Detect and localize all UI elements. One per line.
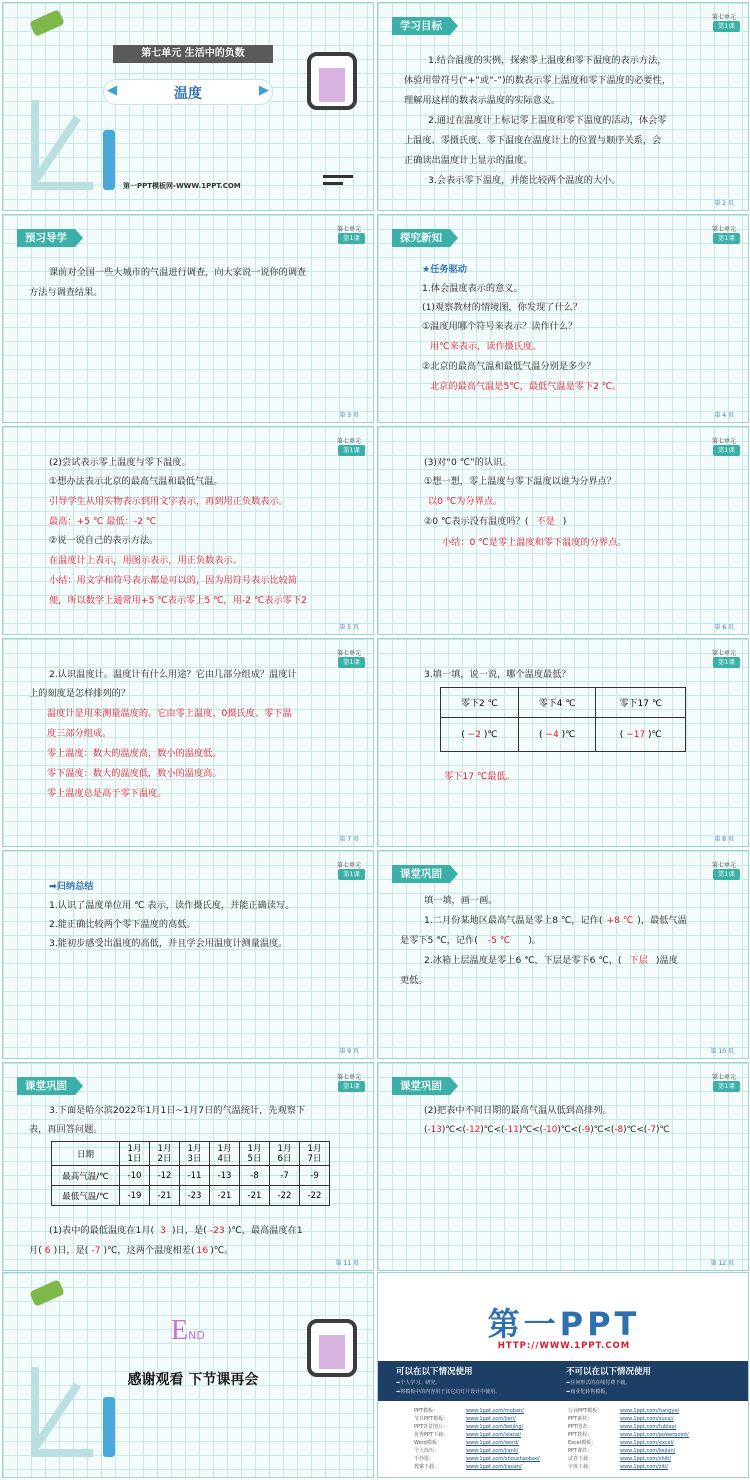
answer-text: 最高：+5 ℃ 最低：-2 ℃ [49, 516, 157, 527]
temperature-table [440, 687, 686, 752]
question-line: 1.二月份某地区最高气温是零上8 ℃，记作( +8 ℃ )，最低气温 [424, 915, 687, 926]
pencil-decoration [103, 1397, 115, 1457]
slide-practice-2[interactable] [2, 1062, 374, 1271]
text-line: 表，再回答问题。 [29, 1124, 103, 1135]
table-cell: -9 [300, 1166, 330, 1186]
unit-label: 第七单元 [336, 226, 361, 233]
slide-represent[interactable] [2, 426, 374, 635]
slide-explore[interactable] [377, 214, 749, 423]
pencil-decoration [103, 130, 115, 190]
unit-label: 第七单元 [336, 1074, 361, 1081]
question-line [424, 512, 566, 531]
text-line: 1.体会温度表示的意义。 [422, 283, 523, 294]
text-line: ②北京的最高气温和最低气温分别是多少？ [422, 361, 596, 372]
resource-label: 字体下载： [568, 1464, 594, 1470]
resource-link[interactable]: www.1ppt.com/sucai/ [620, 1416, 674, 1422]
unit-label: 第七单元 [711, 226, 736, 233]
resource-link[interactable]: www.1ppt.com/jieri/ [466, 1416, 516, 1422]
answer-text: 北京的最高气温是5℃，最低气温是零下2 ℃。 [430, 381, 622, 392]
answer-text: +8 ℃ [606, 915, 634, 926]
page-number: 第 7 页 [339, 836, 359, 843]
chevron-right-icon[interactable]: ▶ [259, 83, 269, 98]
question-line: (1)表中的最低温度在1月( 3 )日，是( -23 )℃，最高温度在1 [49, 1225, 303, 1236]
table-header: 1月 5日 [240, 1142, 270, 1166]
resource-link[interactable]: www.1ppt.com/shiti/ [620, 1456, 672, 1462]
resource-link-row[interactable] [568, 1415, 689, 1423]
lesson-badge: 第1课 [338, 233, 365, 244]
can-use-item: ➡将模板中的内容用于其它幻灯片设计中使用。 [396, 1389, 501, 1395]
triangle-ruler-decoration [31, 100, 93, 190]
answer-value: −2 [467, 729, 481, 740]
resource-link-row[interactable] [568, 1455, 689, 1463]
links-right [568, 1407, 689, 1471]
text-line: 体验用带符号(“+”或“-”)的数表示零上温度和零下温度的必要性， [404, 75, 671, 86]
page-number: 第 5 页 [339, 624, 359, 631]
lesson-title: 温度 [174, 86, 202, 102]
answer-value: −17 [626, 729, 646, 740]
slide-credits[interactable] [377, 1272, 749, 1478]
lesson-badge: 第1课 [338, 657, 365, 668]
row-label: 最低气温/℃ [52, 1186, 120, 1206]
unit-label: 第七单元 [711, 14, 736, 21]
resource-link-row[interactable] [568, 1463, 689, 1471]
resource-link-row[interactable] [414, 1455, 540, 1463]
text-line: 3.填一填，说一说，哪个温度最低？ [424, 669, 571, 680]
table-header: 日期 [52, 1142, 120, 1166]
brand-url: HTTP://WWW.1PPT.COM [497, 1341, 631, 1351]
links-left [414, 1407, 540, 1471]
page-number: 第 2 页 [714, 200, 734, 207]
section-tag: 学习目标 [392, 17, 450, 35]
resource-link[interactable]: www.1ppt.com/powerpoint/ [620, 1432, 689, 1438]
schoolbag-decoration [307, 1319, 357, 1377]
resource-label: 优秀PPT下载： [414, 1432, 449, 1438]
task-heading: ★任务驱动 [422, 264, 467, 275]
answer-text: 零上温度：数大的温度高，数小的温度低。 [47, 748, 222, 759]
summary-text: 小结：用文字和符号表示都是可以的，因为用符号表示比较简 [49, 575, 298, 586]
resource-link[interactable]: www.1ppt.com/hangye/ [620, 1408, 680, 1414]
text-line: ①想一想，零上温度与零下温度以谁为分界点？ [424, 476, 616, 487]
resource-label: 节日PPT模板： [414, 1416, 449, 1422]
unit-label: 第七单元 [711, 862, 736, 869]
cannot-use-item: ➡任何形式的在线付费下载。 [566, 1380, 631, 1386]
eraser-decoration [29, 9, 65, 37]
resource-label: 教案下载： [414, 1464, 440, 1470]
answer-text: 不是 [536, 516, 555, 527]
page-number: 第 3 页 [339, 412, 359, 419]
row-label: 最高气温/℃ [52, 1166, 120, 1186]
resource-link-row[interactable] [568, 1431, 689, 1439]
text-line: (3)对“0 ℃”的认识。 [424, 457, 512, 468]
resource-link-row[interactable] [414, 1415, 540, 1423]
summary-text: 便，所以数学上通常用+5 ℃表示零上5 ℃，用-2 ℃表示零下2 [49, 595, 307, 606]
page-number: 第 8 页 [714, 836, 734, 843]
resource-label: PPT教程： [568, 1432, 593, 1438]
resource-link-row[interactable] [414, 1431, 540, 1439]
table-header: 1月 1日 [120, 1142, 150, 1166]
section-tag: 预习导学 [17, 229, 75, 247]
resource-label: PPT背景图片： [414, 1424, 449, 1430]
lesson-badge: 第1课 [713, 1081, 740, 1092]
weather-table [51, 1141, 330, 1206]
page-number: 第 12 页 [710, 1260, 734, 1267]
resource-link[interactable]: www.1ppt.com/beijing/ [466, 1424, 524, 1430]
text-line: 1.认识了温度单位用 ℃ 表示，读作摄氏度，并能正确读写。 [49, 900, 295, 911]
section-tag: 课堂巩固 [392, 865, 450, 883]
resource-label: PPT模板： [414, 1408, 439, 1414]
triangle-ruler-decoration [31, 1367, 93, 1457]
text-line: 2.能正确比较两个零下温度的高低。 [49, 919, 196, 930]
lesson-badge: 第1课 [713, 445, 740, 456]
answer-text: 用℃来表示，读作摄氏度。 [430, 341, 542, 352]
answer-text: -5 ℃ [487, 935, 511, 946]
answer-text: 下层 [629, 955, 648, 966]
question-line: 月( 6 )日，是( -7 )℃，这两个温度相差( 16 )℃。 [29, 1245, 234, 1256]
unit-label: 第七单元 [711, 438, 736, 445]
resource-link-row[interactable] [414, 1447, 540, 1455]
text-line: 2.认识温度计。温度计有什么用途？它由几部分组成？温度计 [49, 669, 297, 680]
can-use-item: ➡个人学习、研究。 [396, 1380, 441, 1386]
text-line: 填一填，画一画。 [424, 895, 498, 906]
lesson-badge: 第1课 [338, 445, 365, 456]
lesson-badge: 第1课 [713, 21, 740, 32]
schoolbag-decoration [307, 52, 357, 110]
unit-label: 第七单元 [711, 650, 736, 657]
unit-label: 第七单元 [336, 650, 361, 657]
table-cell: -13 [210, 1166, 240, 1186]
question-line: 2.冰箱上层温度是零上6 ℃，下层是零下6 ℃，( 下层 )温度 [424, 955, 678, 966]
lesson-badge: 第1课 [713, 869, 740, 880]
table-cell: -21 [240, 1186, 270, 1206]
table-cell: -21 [150, 1186, 180, 1206]
resource-label: PPT图表： [568, 1424, 593, 1430]
slide-summary[interactable] [2, 850, 374, 1059]
resource-label: Word模板： [414, 1440, 442, 1446]
section-tag: 探究新知 [392, 229, 450, 247]
unit-label: 第七单元 [336, 862, 361, 869]
text-line: 正确读出温度计上显示的温度。 [404, 155, 533, 166]
resource-link[interactable]: www.1ppt.com/jianli/ [466, 1448, 519, 1454]
table-cell: -19 [120, 1186, 150, 1206]
table-cell: -12 [150, 1166, 180, 1186]
resource-label: Excel模板： [568, 1440, 597, 1446]
answer-text: 在温度计上表示，用图示表示，用正负数表示。 [49, 555, 242, 566]
table-cell: -21 [210, 1186, 240, 1206]
page-number: 第 9 页 [339, 1048, 359, 1055]
resource-label: 行业PPT模板： [568, 1408, 603, 1414]
slide-fill-compare[interactable] [377, 638, 749, 847]
answer-text: 以0 ℃为分界点。 [428, 496, 503, 507]
slide-practice-3[interactable] [377, 1062, 749, 1271]
eraser-decoration [29, 1279, 65, 1307]
order-line: (-13)℃<(-12)℃<(-11)℃<(-10)℃<(-9)℃<(-8)℃<(-7)℃ [424, 1125, 670, 1135]
resource-link[interactable]: www.1ppt.com/excel/ [620, 1440, 674, 1446]
page-number: 第 4 页 [714, 412, 734, 419]
table-cell: -7 [270, 1166, 300, 1186]
thanks-text: 感谢观看 下节课再会 [127, 1372, 259, 1388]
question-line: 是零下5 ℃，记作( -5 ℃ )。 [400, 935, 541, 946]
text-line: 方法与调查结果。 [29, 287, 103, 298]
lesson-badge: 第1课 [713, 657, 740, 668]
table-header: 零下4 ℃ [518, 688, 596, 718]
resource-link[interactable]: www.1ppt.com/shouchaobao/ [466, 1456, 540, 1462]
text-line: 上温度、零摄氏度、零下温度在温度计上的位置与顺序关系，会 [404, 135, 662, 146]
site-text: 第一PPT模板网-WWW.1PPT.COM [123, 182, 241, 190]
answer-cell: ( −17 )℃ [596, 718, 686, 752]
text-line: 课前对全国一些大城市的气温进行调查，向大家说一说你的调查 [49, 267, 307, 278]
lesson-badge: 第1课 [338, 869, 365, 880]
text-line: 上的刻度是怎样排列的？ [29, 688, 131, 699]
section-tag: 课堂巩固 [17, 1077, 75, 1095]
slide-title[interactable] [2, 2, 374, 211]
summary-text: 小结：0 ℃是零上温度和零下温度的分界点。 [442, 537, 627, 548]
resource-link-row[interactable] [414, 1407, 540, 1415]
cannot-use-title: 不可以在以下情况使用 [566, 1367, 652, 1377]
slide-end[interactable] [2, 1272, 374, 1478]
slide-practice-1[interactable] [377, 850, 749, 1059]
resource-link[interactable]: www.1ppt.com/ziti/ [620, 1464, 668, 1470]
text-line: 3.能初步感受出温度的高低，并且学会用温度计测量温度。 [49, 938, 288, 949]
table-header: 1月 7日 [300, 1142, 330, 1166]
table-header: 零下17 ℃ [596, 688, 686, 718]
text-line: 2.通过在温度计上标记零上温度和零下温度的活动，体会零 [428, 115, 667, 126]
page-number: 第 10 页 [710, 1048, 734, 1055]
answer-text: 度三部分组成。 [47, 728, 112, 739]
brand-logo: 第一PPT [487, 1305, 641, 1343]
resource-link[interactable]: www.1ppt.com/xiazai/ [466, 1432, 522, 1438]
answer-text: 引导学生从用实物表示到用文字表示，再到用正负数表示。 [49, 496, 288, 507]
answer-text: 零下温度：数大的温度低，数小的温度高。 [47, 768, 222, 779]
text-line: (2)把表中不同日期的最高气温从低到高排列。 [424, 1105, 612, 1116]
text-line: (2)尝试表示零上温度与零下温度。 [49, 457, 191, 468]
end-mark: END [171, 1315, 205, 1346]
chevron-left-icon[interactable]: ◀ [107, 83, 117, 98]
table-cell: -23 [180, 1186, 210, 1206]
cannot-use-item: ➡商业化转售模板。 [566, 1389, 611, 1395]
paren-close: ) [562, 516, 567, 527]
unit-label: 第七单元 [711, 1074, 736, 1081]
summary-heading: ➡归纳总结 [49, 881, 94, 892]
resource-link-row[interactable] [568, 1439, 689, 1447]
resource-link[interactable]: www.1ppt.com/moban/ [466, 1408, 524, 1414]
page-number: 第 11 页 [335, 1260, 359, 1267]
resource-link-row[interactable] [568, 1423, 689, 1431]
resource-link[interactable]: www.1ppt.com/word/ [466, 1440, 519, 1446]
answer-text: 温度计是用来测量温度的。它由零上温度、0摄氏度、零下温 [47, 708, 292, 719]
table-cell: -10 [120, 1166, 150, 1186]
table-header: 零下2 ℃ [441, 688, 519, 718]
resource-label: PPT素材： [568, 1416, 593, 1422]
slide-thermometer[interactable] [2, 638, 374, 847]
answer-cell: ( −4 )℃ [518, 718, 596, 752]
table-cell: -11 [180, 1166, 210, 1186]
text-line: ①想办法表示北京的最高气温和最低气温。 [49, 476, 223, 487]
answer-cell: ( −2 )℃ [441, 718, 519, 752]
unit-banner: 第七单元 生活中的负数 [113, 45, 273, 63]
table-header: 1月 4日 [210, 1142, 240, 1166]
answer-text: 零上温度总是高于零下温度。 [47, 788, 167, 799]
answer-text: 零下17 ℃最低。 [444, 771, 515, 782]
slide-learning-goals[interactable] [377, 2, 749, 211]
page-number: 第 6 页 [714, 624, 734, 631]
slide-zero-degree[interactable] [377, 426, 749, 635]
text-line: (1)观察教材的情境图，你发现了什么？ [422, 302, 583, 313]
resource-link[interactable]: www.1ppt.com/tubiao/ [620, 1424, 677, 1430]
table-cell: -22 [270, 1186, 300, 1206]
resource-link-row[interactable] [414, 1423, 540, 1431]
text-line: 理解用这样的数表示温度的实际意义。 [404, 95, 561, 106]
table-cell: -8 [240, 1166, 270, 1186]
table-header: 1月 3日 [180, 1142, 210, 1166]
text-line: ②说一说自己的表示方法。 [49, 535, 159, 546]
resource-link[interactable]: www.1ppt.com/kejian/ [620, 1448, 676, 1454]
resource-link-row[interactable] [414, 1439, 540, 1447]
question-text: ②0 ℃表示没有温度吗？( [424, 516, 529, 527]
resource-label: PPT课件： [568, 1448, 593, 1454]
resource-link-row[interactable] [568, 1407, 689, 1415]
resource-label: 试卷下载： [568, 1456, 594, 1462]
table-header: 1月 2日 [150, 1142, 180, 1166]
text-line: ①温度用哪个符号来表示？读作什么？ [422, 321, 578, 332]
resource-link[interactable]: www.1ppt.com/jiaoan/ [466, 1464, 522, 1470]
table-cell: -22 [300, 1186, 330, 1206]
lines-decoration [323, 175, 353, 191]
resource-label: 个人简历： [414, 1448, 440, 1454]
table-header: 1月 6日 [270, 1142, 300, 1166]
lesson-badge: 第1课 [713, 233, 740, 244]
section-tag: 课堂巩固 [392, 1077, 450, 1095]
answer-value: −4 [545, 729, 559, 740]
text-line: 3.下面是哈尔滨2022年1月1日~1月7日的气温统计，先观察下 [49, 1105, 306, 1116]
text-line: 更低。 [400, 975, 428, 986]
resource-label: 手抄报： [414, 1456, 435, 1462]
text-line: 1.结合温度的实例，探索零上温度和零下温度的表示方法， [428, 55, 667, 66]
can-use-title: 可以在以下情况使用 [396, 1367, 473, 1377]
slide-preview[interactable] [2, 214, 374, 423]
resource-link-row[interactable] [414, 1463, 540, 1471]
text-line: 3.会表示零下温度，并能比较两个温度的大小。 [428, 175, 621, 186]
unit-label: 第七单元 [336, 438, 361, 445]
lesson-badge: 第1课 [338, 1081, 365, 1092]
resource-link-row[interactable] [568, 1447, 689, 1455]
